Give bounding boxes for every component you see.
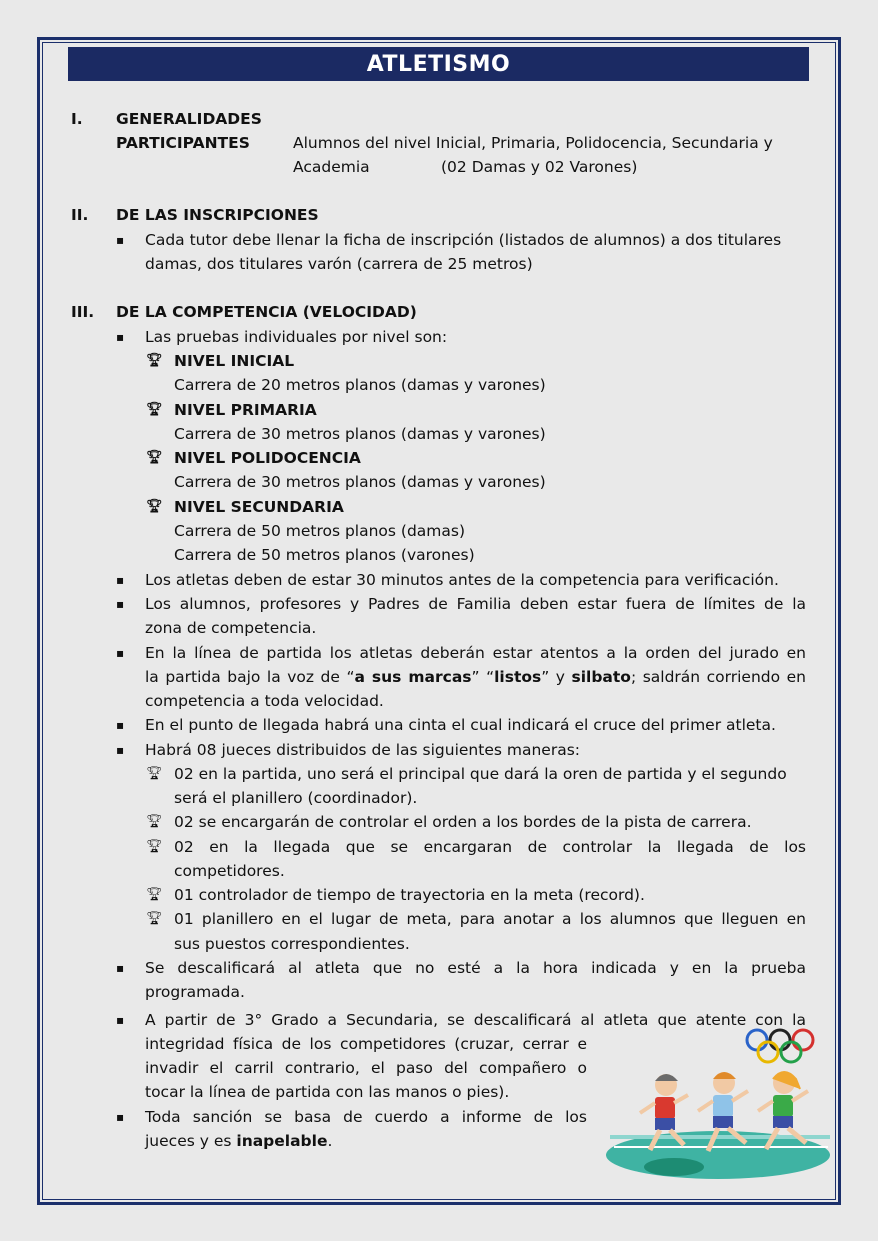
- level-detail: Carrera de 50 metros planos (damas): [174, 522, 466, 540]
- section-heading: GENERALIDADES: [116, 110, 262, 128]
- list-item-continued: programada.: [145, 983, 245, 1001]
- trophy-icon: 🏆︎: [146, 839, 163, 854]
- judge-item: [146, 835, 806, 859]
- list-item-continued: integridad física de los competidores (cruzar, cerrar e: [145, 1035, 587, 1053]
- emphasis: inapelable: [236, 1132, 328, 1150]
- trophy-icon: 🏆︎: [146, 766, 163, 781]
- text: ” y: [541, 668, 572, 686]
- judge-item-continued: será el planillero (coordinador).: [174, 789, 418, 807]
- list-item: ▪ Los atletas deben de estar 30 minutos antes de la competencia para verificación.: [145, 568, 779, 592]
- list-item: ▪ Los alumnos, profesores y Padres de Familia deben estar fuera de límites de la: [145, 592, 806, 616]
- level-name: NIVEL INICIAL: [174, 352, 295, 370]
- list-item: ▪ Se descalificará al atleta que no esté a la hora indicada y en la prueba: [145, 956, 806, 980]
- participants-note: (02 Damas y 02 Varones): [441, 158, 638, 176]
- emphasis: silbato: [571, 668, 631, 686]
- level-name: NIVEL PRIMARIA: [174, 401, 317, 419]
- list-item: ▪ Habrá 08 jueces distribuidos de las siguientes maneras:: [145, 738, 580, 762]
- list-item: ▪ Cada tutor debe llenar la ficha de inscripción (listados de alumnos) a dos titulares: [145, 228, 781, 252]
- trophy-icon: 🏆︎: [146, 814, 163, 829]
- judge-item: [146, 810, 752, 834]
- judge-item-continued: sus puestos correspondientes.: [174, 935, 410, 953]
- olympic-rings-icon: [747, 1030, 813, 1062]
- list-item: ▪ A partir de 3° Grado a Secundaria, se descalificará al atleta que atente con la: [145, 1008, 806, 1032]
- list-item-continued: competencia a toda velocidad.: [145, 692, 384, 710]
- section-number: III.: [71, 303, 95, 321]
- judge-item-continued: competidores.: [174, 862, 285, 880]
- level-name: NIVEL SECUNDARIA: [174, 498, 344, 516]
- page-title: ATLETISMO: [366, 51, 511, 77]
- list-item-continued: damas, dos titulares varón (carrera de 25 metros): [145, 255, 533, 273]
- trophy-icon: 🏆︎: [146, 911, 163, 926]
- judge-item: [146, 907, 806, 931]
- text: la partida bajo la voz de “: [145, 668, 355, 686]
- list-item-continued: [145, 1129, 332, 1153]
- level-heading: [146, 495, 344, 519]
- level-detail: Carrera de 50 metros planos (varones): [174, 546, 475, 564]
- judge-text: 02 se encargarán de controlar el orden a los bordes de la pista de carrera.: [174, 813, 752, 831]
- level-heading: [146, 398, 317, 422]
- list-item-continued: [145, 665, 806, 689]
- list-item-continued: invadir el carril contrario, el paso del compañero o: [145, 1059, 587, 1077]
- level-heading: [146, 446, 361, 470]
- text: .: [327, 1132, 333, 1150]
- trophy-icon: 🏆︎: [146, 499, 163, 514]
- section-heading: DE LA COMPETENCIA (VELOCIDAD): [116, 303, 417, 321]
- participants-label: PARTICIPANTES: [116, 134, 250, 152]
- list-item: ▪ En el punto de llegada habrá una cinta el cual indicará el cruce del primer atleta.: [145, 713, 776, 737]
- text: ; saldrán corriendo en: [630, 668, 806, 686]
- section-number: II.: [71, 206, 89, 224]
- judge-text: 02 en la partida, uno será el principal que dará la oren de partida y el segundo: [174, 765, 787, 783]
- level-detail: Carrera de 30 metros planos (damas y varones): [174, 425, 546, 443]
- list-item: ▪ Toda sanción se basa de cuerdo a informe de los: [145, 1105, 587, 1129]
- emphasis: a sus marcas: [354, 668, 472, 686]
- level-detail: Carrera de 20 metros planos (damas y varones): [174, 376, 546, 394]
- section-heading: DE LAS INSCRIPCIONES: [116, 206, 319, 224]
- trophy-icon: 🏆︎: [146, 450, 163, 465]
- emphasis: listos: [494, 668, 542, 686]
- judge-item: [146, 762, 787, 786]
- list-item: ▪ Las pruebas individuales por nivel son:: [145, 325, 447, 349]
- trophy-icon: 🏆︎: [146, 887, 163, 902]
- text: jueces y es: [145, 1132, 237, 1150]
- list-item: ▪ En la línea de partida los atletas deberán estar atentos a la orden del jurado en: [145, 641, 806, 665]
- list-item-continued: zona de competencia.: [145, 619, 317, 637]
- level-heading: [146, 349, 295, 373]
- list-item-continued: tocar la línea de partida con las manos o pies).: [145, 1083, 510, 1101]
- trophy-icon: 🏆︎: [146, 402, 163, 417]
- trophy-icon: 🏆︎: [146, 353, 163, 368]
- participants-text: Alumnos del nivel Inicial, Primaria, Polidocencia, Secundaria y: [293, 134, 773, 152]
- section-number: I.: [71, 110, 83, 128]
- judge-text: 01 controlador de tiempo de trayectoria en la meta (record).: [174, 886, 645, 904]
- title-banner: [68, 47, 809, 81]
- participants-text: Academia: [293, 158, 370, 176]
- text: ” “: [471, 668, 495, 686]
- runners-illustration: [600, 1025, 836, 1195]
- judge-text: 02 en la llegada que se encargaran de controlar la llegada de los: [174, 838, 806, 856]
- level-name: NIVEL POLIDOCENCIA: [174, 449, 361, 467]
- judge-item: [146, 883, 645, 907]
- level-detail: Carrera de 30 metros planos (damas y varones): [174, 473, 546, 491]
- judge-text: 01 planillero en el lugar de meta, para anotar a los alumnos que lleguen en: [174, 910, 806, 928]
